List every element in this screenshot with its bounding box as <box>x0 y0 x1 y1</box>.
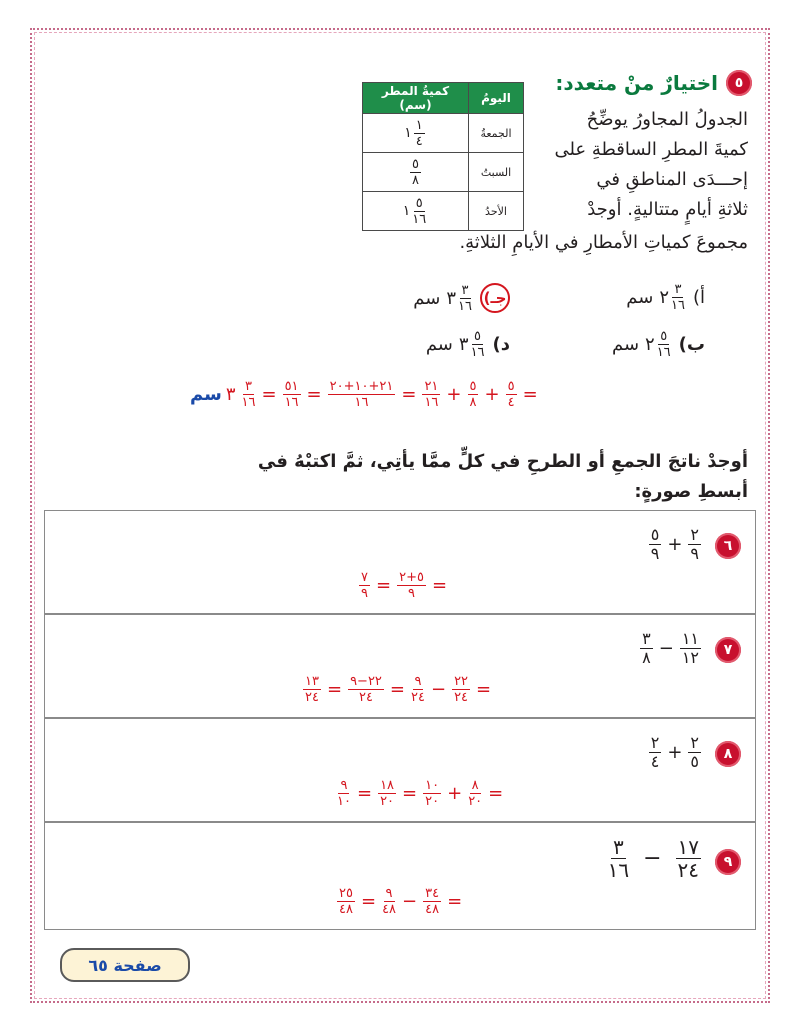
table-cell-amount <box>363 192 469 231</box>
fraction: $\frac{٥}{١٦}$ <box>412 195 427 227</box>
problem-5-text <box>518 105 748 225</box>
problem-text-line: الجدولُ المجاورُ يوضِّحُ <box>586 109 748 130</box>
instruction-line: أوجدْ ناتجَ الجمعِ أو الطرحِ في كلٍّ ممَّا يأتِي، ثمَّ اكتبْهُ في <box>257 451 748 472</box>
option-unit: سم <box>611 334 640 355</box>
exercise-box-6 <box>44 510 756 614</box>
exercise-solution: $\frac{٩}{١٠}$ = $\frac{١٨}{٢٠}$ = $\frac{١٠}{٢٠}$ + $\frac{٨}{٢٠}$ = <box>337 778 504 809</box>
problem-text-line: ثلاثةِ أيامٍ متتاليةٍ. أوجدْ <box>587 199 748 220</box>
exercise-number-badge: ٧ <box>715 637 741 663</box>
option-d[interactable] <box>426 330 510 359</box>
option-value: ٣ $\frac{٥}{١٦}$ <box>458 329 485 360</box>
solution-unit: سم <box>190 384 222 405</box>
option-value: ٢ $\frac{٥}{١٦}$ <box>645 329 671 360</box>
exercise-number-badge: ٩ <box>715 849 741 875</box>
fraction: $\frac{٢١+١٠+٢٠}{١٦}$ <box>329 379 394 410</box>
table-header-amount: كميةُ المطر (سم) <box>363 83 469 114</box>
table-row <box>363 192 524 231</box>
exercise-expression: $\frac{٢}{٤}$ + $\frac{٢}{٥}$ <box>650 733 699 771</box>
table-cell-day: السبتُ <box>469 153 524 192</box>
problem-number-badge: ٥ <box>726 70 752 96</box>
fraction: $\frac{٥}{٤}$ <box>507 379 515 410</box>
exercise-number-badge: ٨ <box>715 741 741 767</box>
mixed-whole: ١ <box>404 125 412 141</box>
fraction: $\frac{١}{٤}$ <box>415 117 423 149</box>
problem-title: اختيارٌ منْ متعدد: <box>555 71 718 95</box>
exercise-solution: $\frac{١٣}{٢٤}$ = $\frac{٢٢-٩}{٢٤}$ = $\frac{٩}{٢٤}$ − $\frac{٢٢}{٢٤}$ = <box>305 674 492 705</box>
instruction <box>68 447 748 507</box>
exercise-solution: $\frac{٧}{٩}$ = $\frac{٥+٢}{٩}$ = <box>361 570 448 601</box>
table-cell-day: الأحدُ <box>469 192 524 231</box>
problem-text-line: إحـــدَى المناطقِ في <box>596 169 748 190</box>
exercise-box-8 <box>44 718 756 822</box>
option-value: ٢ $\frac{٣}{١٦}$ <box>659 282 685 313</box>
fraction: $\frac{٥}{٨}$ <box>412 156 419 188</box>
mixed-whole: ١ <box>402 203 411 219</box>
table-header-row <box>363 83 524 114</box>
fraction: $\frac{٥}{٨}$ <box>469 379 477 410</box>
exercise-expression: $\frac{٣}{٨}$ − $\frac{١١}{١٢}$ <box>642 629 699 667</box>
table-row <box>363 114 524 153</box>
solution-whole: ٣ <box>225 384 236 405</box>
option-a[interactable] <box>626 283 705 312</box>
table-cell-amount <box>363 153 469 192</box>
table-cell-amount <box>363 114 469 153</box>
fraction: $\frac{٣}{١٦}$ <box>241 379 256 410</box>
table-header-day: اليومُ <box>469 83 524 114</box>
rainfall-table <box>362 82 524 231</box>
option-b[interactable] <box>612 330 705 359</box>
problem-5-solution: سم ٣ $\frac{٣}{١٦}$ = $\frac{٥١}{١٦}$ = $\frac{٢١+١٠+٢٠}{١٦}$ = $\frac{٢١}{١٦}$ + $\frac{٥}{٨}$ + $\frac{٥}{٤}$ = <box>190 379 538 410</box>
option-unit: سم <box>413 287 441 309</box>
problem-text-line: مجموعَ كمياتِ الأمطارِ في الأيامِ الثلاثةِ. <box>459 232 748 253</box>
instruction-line: أبسطِ صورةٍ: <box>634 481 748 502</box>
option-unit: سم <box>425 334 453 355</box>
exercise-box-7 <box>44 614 756 718</box>
table-cell-day: الجمعةُ <box>469 114 524 153</box>
table-row <box>363 153 524 192</box>
fraction: $\frac{٢١}{١٦}$ <box>424 379 439 410</box>
option-letter: د) <box>492 334 510 355</box>
option-letter: ب) <box>678 334 705 355</box>
option-c-selected[interactable] <box>413 283 510 313</box>
problem-text-line: كميةَ المطرِ الساقطةِ على <box>554 139 748 160</box>
selected-answer-circle: جـ) <box>480 283 510 313</box>
page-number-button[interactable]: صفحة ٦٥ <box>60 948 190 982</box>
exercise-number-badge: ٦ <box>715 533 741 559</box>
exercise-solution: $\frac{٢٥}{٤٨}$ = $\frac{٩}{٤٨}$ − $\frac{٣٤}{٤٨}$ = <box>339 886 463 917</box>
problem-5-header <box>555 70 752 96</box>
exercise-expression: $\frac{٣}{١٦}$ − $\frac{١٧}{٢٤}$ <box>607 835 699 882</box>
option-unit: سم <box>626 287 654 308</box>
option-letter: أ) <box>692 287 705 308</box>
exercise-expression: $\frac{٥}{٩}$ + $\frac{٢}{٩}$ <box>650 525 699 563</box>
option-value: ٣ $\frac{٣}{١٦}$ <box>446 282 472 314</box>
fraction: $\frac{٥١}{١٦}$ <box>284 379 299 410</box>
exercise-box-9 <box>44 822 756 930</box>
